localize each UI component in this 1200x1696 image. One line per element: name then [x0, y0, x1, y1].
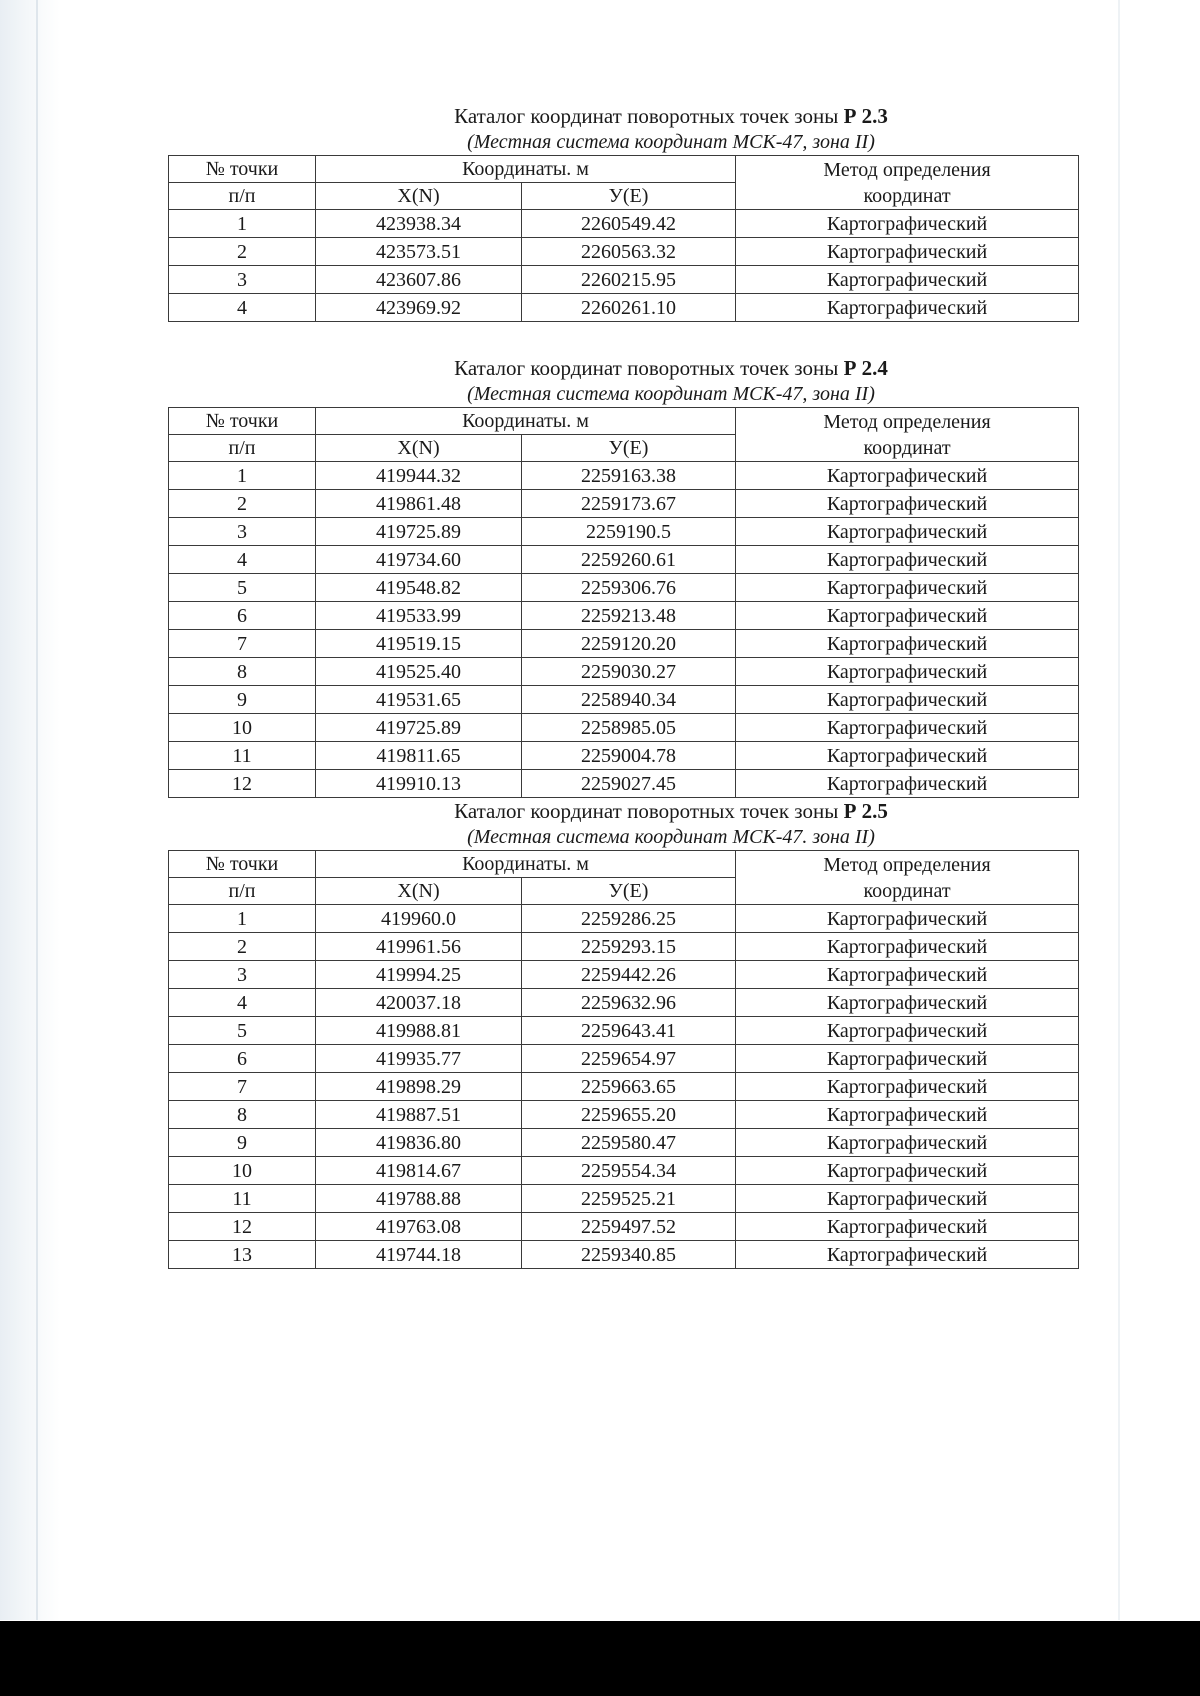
- table-row: [169, 989, 1079, 1017]
- table-row: [169, 1017, 1079, 1045]
- cell-method: Картографический: [736, 1213, 1079, 1241]
- cell-point-no: 4: [169, 989, 316, 1017]
- cell-method: Картографический: [736, 989, 1079, 1017]
- catalog-1: [168, 103, 1078, 322]
- catalog-subtitle: (Местная система координат МСК-47. зона II): [467, 826, 875, 848]
- catalog-title-block: [168, 798, 1078, 850]
- header-point-no-sub: п/п: [169, 435, 316, 462]
- cell-method: Картографический: [736, 686, 1079, 714]
- cell-x: 419725.89: [316, 518, 522, 546]
- cell-method: Картографический: [736, 658, 1079, 686]
- table-row: [169, 1073, 1079, 1101]
- header-x: X(N): [316, 435, 522, 462]
- cell-method: Картографический: [736, 602, 1079, 630]
- header-x: X(N): [316, 878, 522, 905]
- scan-left-edge: [0, 0, 60, 1620]
- cell-x: 419861.48: [316, 490, 522, 518]
- table-row: [169, 1129, 1079, 1157]
- header-method-line2: координат: [863, 436, 951, 459]
- header-point-no: № точки: [169, 851, 316, 878]
- cell-method: Картографический: [736, 1045, 1079, 1073]
- cell-method: Картографический: [736, 905, 1079, 933]
- table-row: [169, 546, 1079, 574]
- cell-y: 2259190.5: [522, 518, 736, 546]
- cell-y: 2259306.76: [522, 574, 736, 602]
- cell-method: Картографический: [736, 574, 1079, 602]
- header-point-no-sub: п/п: [169, 878, 316, 905]
- cell-x: 419988.81: [316, 1017, 522, 1045]
- cell-y: 2259580.47: [522, 1129, 736, 1157]
- catalog-subtitle: (Местная система координат МСК-47, зона II): [467, 383, 875, 405]
- cell-point-no: 9: [169, 1129, 316, 1157]
- coordinates-table: [168, 155, 1079, 322]
- cell-x: 419898.29: [316, 1073, 522, 1101]
- table-row: [169, 1241, 1079, 1269]
- header-method-line1: Метод определения: [823, 410, 991, 433]
- zone-code: Р 2.4: [843, 356, 888, 380]
- cell-point-no: 9: [169, 686, 316, 714]
- catalog-title-prefix: Каталог координат поворотных точек зоны: [454, 799, 839, 823]
- cell-point-no: 6: [169, 602, 316, 630]
- cell-x: 419533.99: [316, 602, 522, 630]
- cell-x: 419935.77: [316, 1045, 522, 1073]
- cell-point-no: 7: [169, 1073, 316, 1101]
- catalog-title: [264, 355, 1078, 381]
- header-method-line2: координат: [863, 879, 951, 902]
- table-row: [169, 210, 1079, 238]
- header-method-line1: Метод определения: [823, 158, 991, 181]
- catalog-title: [264, 798, 1078, 824]
- cell-method: Картографический: [736, 1101, 1079, 1129]
- cell-x: 419887.51: [316, 1101, 522, 1129]
- coordinates-table: [168, 407, 1079, 798]
- catalog-2: [168, 355, 1078, 798]
- cell-point-no: 12: [169, 1213, 316, 1241]
- catalog-title-block: [168, 103, 1078, 155]
- cell-y: 2260549.42: [522, 210, 736, 238]
- cell-y: 2259120.20: [522, 630, 736, 658]
- cell-method: Картографический: [736, 1157, 1079, 1185]
- cell-point-no: 5: [169, 574, 316, 602]
- cell-y: 2259173.67: [522, 490, 736, 518]
- table-row: [169, 686, 1079, 714]
- table-row: [169, 1045, 1079, 1073]
- cell-x: 419836.80: [316, 1129, 522, 1157]
- cell-y: 2260563.32: [522, 238, 736, 266]
- header-method: [736, 408, 1079, 462]
- header-coordinates: Координаты. м: [316, 408, 736, 435]
- scan-right-line: [1118, 0, 1120, 1620]
- cell-y: 2259654.97: [522, 1045, 736, 1073]
- cell-method: Картографический: [736, 1073, 1079, 1101]
- cell-x: 420037.18: [316, 989, 522, 1017]
- catalog-subtitle: (Местная система координат МСК-47, зона II): [467, 131, 875, 153]
- table-row: [169, 742, 1079, 770]
- cell-x: 419744.18: [316, 1241, 522, 1269]
- cell-y: 2259213.48: [522, 602, 736, 630]
- zone-code: Р 2.3: [843, 104, 888, 128]
- coordinates-table: [168, 850, 1079, 1269]
- catalog-title-prefix: Каталог координат поворотных точек зоны: [454, 356, 839, 380]
- header-point-no: № точки: [169, 156, 316, 183]
- cell-method: Картографический: [736, 210, 1079, 238]
- cell-method: Картографический: [736, 1129, 1079, 1157]
- cell-y: 2259027.45: [522, 770, 736, 798]
- cell-point-no: 5: [169, 1017, 316, 1045]
- table-header: [169, 408, 1079, 462]
- cell-x: 419531.65: [316, 686, 522, 714]
- cell-y: 2259030.27: [522, 658, 736, 686]
- table-row: [169, 294, 1079, 322]
- cell-method: Картографический: [736, 1241, 1079, 1269]
- cell-point-no: 6: [169, 1045, 316, 1073]
- cell-point-no: 3: [169, 266, 316, 294]
- scan-bottom-band: [0, 1621, 1200, 1696]
- cell-y: 2259643.41: [522, 1017, 736, 1045]
- header-y: У(Е): [522, 878, 736, 905]
- cell-point-no: 2: [169, 933, 316, 961]
- cell-x: 419910.13: [316, 770, 522, 798]
- cell-method: Картографический: [736, 546, 1079, 574]
- cell-y: 2258985.05: [522, 714, 736, 742]
- table-header: [169, 851, 1079, 905]
- header-y: У(Е): [522, 435, 736, 462]
- cell-point-no: 4: [169, 294, 316, 322]
- cell-x: 419548.82: [316, 574, 522, 602]
- table-row: [169, 1157, 1079, 1185]
- cell-x: 423573.51: [316, 238, 522, 266]
- table-row: [169, 1213, 1079, 1241]
- cell-x: 419994.25: [316, 961, 522, 989]
- cell-y: 2259286.25: [522, 905, 736, 933]
- cell-y: 2259663.65: [522, 1073, 736, 1101]
- table-header: [169, 156, 1079, 210]
- cell-y: 2259004.78: [522, 742, 736, 770]
- cell-x: 419960.0: [316, 905, 522, 933]
- cell-y: 2259655.20: [522, 1101, 736, 1129]
- cell-method: Картографический: [736, 1185, 1079, 1213]
- cell-y: 2259260.61: [522, 546, 736, 574]
- header-method: [736, 851, 1079, 905]
- cell-y: 2258940.34: [522, 686, 736, 714]
- cell-x: 423938.34: [316, 210, 522, 238]
- header-point-no-sub: п/п: [169, 183, 316, 210]
- table-row: [169, 1185, 1079, 1213]
- cell-point-no: 3: [169, 518, 316, 546]
- table-row: [169, 238, 1079, 266]
- cell-y: 2259525.21: [522, 1185, 736, 1213]
- table-row: [169, 630, 1079, 658]
- cell-x: 419734.60: [316, 546, 522, 574]
- table-row: [169, 518, 1079, 546]
- cell-point-no: 2: [169, 490, 316, 518]
- cell-point-no: 2: [169, 238, 316, 266]
- catalog-title-block: [168, 355, 1078, 407]
- header-y: У(Е): [522, 183, 736, 210]
- cell-point-no: 8: [169, 1101, 316, 1129]
- cell-x: 423969.92: [316, 294, 522, 322]
- header-x: X(N): [316, 183, 522, 210]
- cell-point-no: 11: [169, 1185, 316, 1213]
- header-method-line2: координат: [863, 184, 951, 207]
- cell-y: 2259632.96: [522, 989, 736, 1017]
- cell-method: Картографический: [736, 933, 1079, 961]
- cell-point-no: 4: [169, 546, 316, 574]
- cell-y: 2259497.52: [522, 1213, 736, 1241]
- table-row: [169, 770, 1079, 798]
- cell-point-no: 10: [169, 714, 316, 742]
- cell-y: 2259554.34: [522, 1157, 736, 1185]
- cell-method: Картографический: [736, 462, 1079, 490]
- catalog-title: [264, 103, 1078, 129]
- cell-x: 419788.88: [316, 1185, 522, 1213]
- zone-code: Р 2.5: [843, 799, 888, 823]
- cell-method: Картографический: [736, 714, 1079, 742]
- table-row: [169, 1101, 1079, 1129]
- cell-method: Картографический: [736, 518, 1079, 546]
- cell-method: Картографический: [736, 742, 1079, 770]
- table-row: [169, 714, 1079, 742]
- cell-point-no: 10: [169, 1157, 316, 1185]
- cell-y: 2259163.38: [522, 462, 736, 490]
- table-row: [169, 462, 1079, 490]
- cell-x: 419961.56: [316, 933, 522, 961]
- cell-method: Картографический: [736, 961, 1079, 989]
- header-coordinates: Координаты. м: [316, 851, 736, 878]
- cell-point-no: 13: [169, 1241, 316, 1269]
- table-row: [169, 933, 1079, 961]
- cell-x: 419525.40: [316, 658, 522, 686]
- table-row: [169, 658, 1079, 686]
- cell-x: 419519.15: [316, 630, 522, 658]
- cell-point-no: 3: [169, 961, 316, 989]
- cell-method: Картографический: [736, 294, 1079, 322]
- cell-method: Картографический: [736, 490, 1079, 518]
- table-row: [169, 574, 1079, 602]
- table-row: [169, 905, 1079, 933]
- cell-x: 419944.32: [316, 462, 522, 490]
- cell-point-no: 1: [169, 905, 316, 933]
- table-row: [169, 602, 1079, 630]
- cell-method: Картографический: [736, 238, 1079, 266]
- table-row: [169, 266, 1079, 294]
- cell-x: 419763.08: [316, 1213, 522, 1241]
- cell-method: Картографический: [736, 630, 1079, 658]
- header-method: [736, 156, 1079, 210]
- header-point-no: № точки: [169, 408, 316, 435]
- cell-method: Картографический: [736, 1017, 1079, 1045]
- cell-point-no: 1: [169, 462, 316, 490]
- table-row: [169, 961, 1079, 989]
- cell-point-no: 12: [169, 770, 316, 798]
- cell-y: 2259293.15: [522, 933, 736, 961]
- catalog-3: [168, 798, 1078, 1269]
- cell-y: 2259340.85: [522, 1241, 736, 1269]
- cell-x: 419814.67: [316, 1157, 522, 1185]
- cell-x: 419811.65: [316, 742, 522, 770]
- cell-y: 2260215.95: [522, 266, 736, 294]
- cell-point-no: 8: [169, 658, 316, 686]
- cell-point-no: 7: [169, 630, 316, 658]
- cell-y: 2260261.10: [522, 294, 736, 322]
- cell-x: 423607.86: [316, 266, 522, 294]
- cell-method: Картографический: [736, 770, 1079, 798]
- cell-point-no: 11: [169, 742, 316, 770]
- cell-point-no: 1: [169, 210, 316, 238]
- catalog-title-prefix: Каталог координат поворотных точек зоны: [454, 104, 839, 128]
- header-coordinates: Координаты. м: [316, 156, 736, 183]
- cell-y: 2259442.26: [522, 961, 736, 989]
- table-row: [169, 490, 1079, 518]
- header-method-line1: Метод определения: [823, 853, 991, 876]
- cell-x: 419725.89: [316, 714, 522, 742]
- cell-method: Картографический: [736, 266, 1079, 294]
